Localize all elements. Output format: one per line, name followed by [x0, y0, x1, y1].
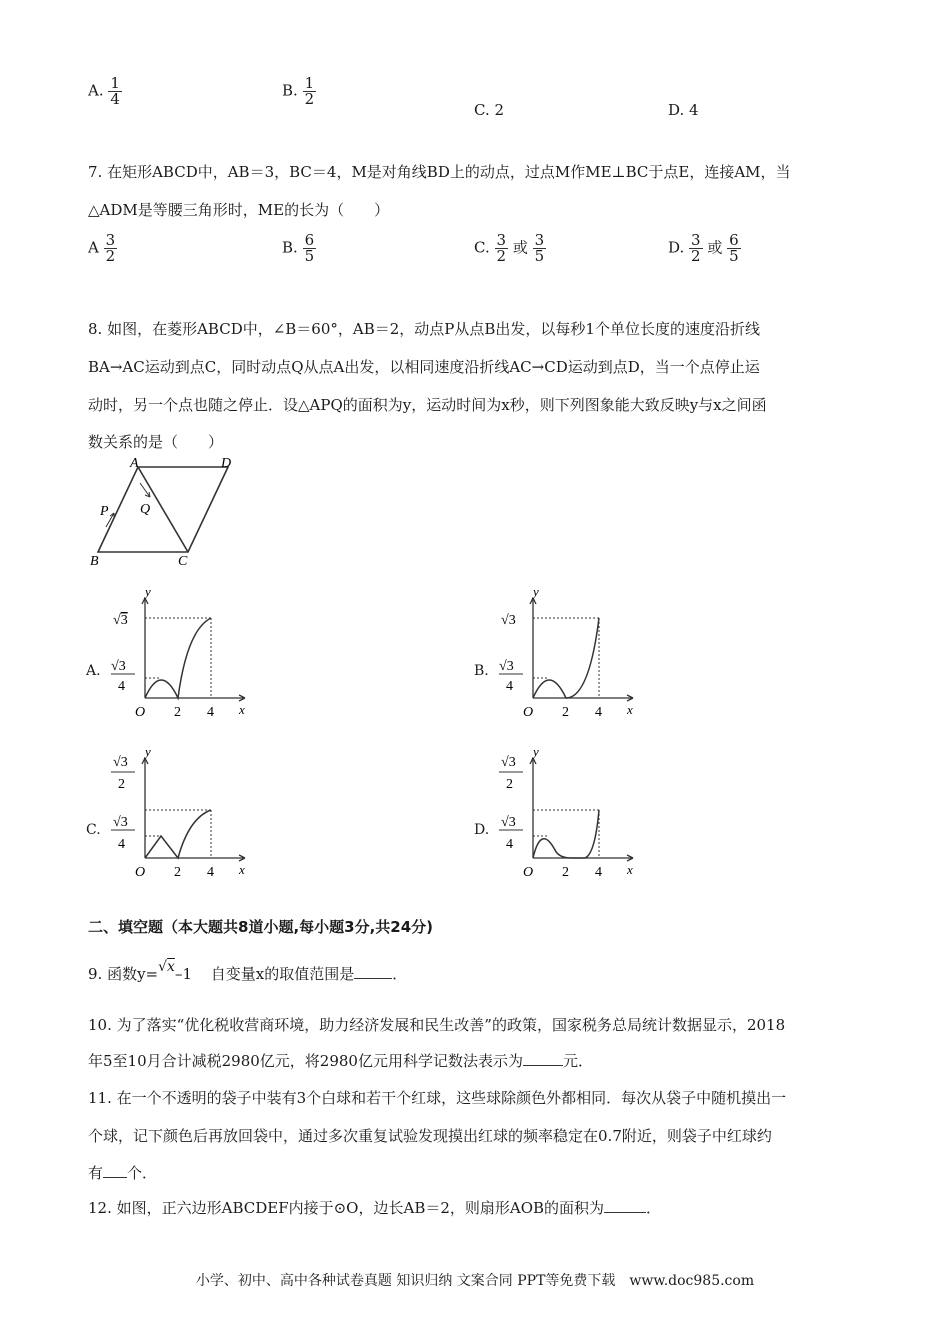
option-label: A.	[88, 81, 104, 100]
curve	[145, 618, 211, 698]
q8-line3: 动时，另一个点也随之停止．设△APQ的面积为y，运动时间为x秒，则下列图象能大致反映y与x之间函	[88, 396, 767, 414]
sqrt3-num: √3	[113, 815, 128, 830]
numerator: 3	[691, 231, 701, 249]
q8-line2: BA→AC运动到点C，同时动点Q从点A出发，以相同速度沿折线AC→CD运动到点D，当一个点停止运	[88, 358, 760, 376]
frac-den: 2	[506, 777, 513, 792]
y-label: y	[145, 590, 151, 599]
q6-option-b	[282, 76, 316, 107]
q10-line2a: 年5至10月合计减税2980亿元，将2980亿元用科学记数法表示为	[88, 1052, 523, 1070]
q8-line1: 8. 如图，在菱形ABCD中，∠B＝60°，AB＝2，动点P从点B出发，以每秒1个单位长度的速度沿折线	[88, 320, 760, 338]
q8-option-c-label: C.	[86, 822, 101, 838]
denominator: 2	[691, 247, 701, 265]
y-label: y	[533, 750, 539, 759]
numerator: 1	[304, 74, 315, 92]
q7-option-a	[88, 233, 117, 264]
option-label: B.	[282, 81, 298, 100]
graph-c	[105, 750, 255, 880]
tick-2: 2	[562, 865, 569, 880]
fraction	[495, 233, 509, 264]
denominator: 5	[304, 247, 315, 265]
label-d: D	[221, 456, 232, 471]
x-label: x	[239, 862, 245, 877]
q11-line3	[88, 1162, 157, 1183]
numerator: 6	[729, 231, 739, 249]
q12	[88, 1197, 661, 1218]
numerator: 1	[110, 74, 120, 92]
graph-a	[105, 590, 255, 720]
or-text: 或	[512, 238, 528, 257]
q7-option-c	[474, 233, 546, 264]
numerator: 3	[496, 231, 507, 249]
q8-line4: 数关系的是（ ）	[88, 433, 224, 451]
tick-4: 4	[595, 865, 602, 880]
option-label: D.	[668, 238, 685, 257]
answer-blank	[103, 1177, 127, 1178]
fraction	[303, 76, 317, 107]
option-label: A	[88, 238, 99, 257]
origin-label: O	[135, 865, 146, 880]
tick-2: 2	[174, 865, 181, 880]
option-label: C.	[474, 238, 490, 257]
radicand: x	[167, 959, 175, 975]
origin-label: O	[523, 705, 534, 720]
sqrt3-label: √3	[113, 613, 128, 628]
frac-den: 4	[118, 679, 125, 694]
label-q: Q	[140, 502, 151, 517]
q11-line3b: 个．	[127, 1164, 158, 1182]
frac-den: 2	[118, 777, 125, 792]
denominator: 2	[105, 247, 116, 265]
frac-den: 4	[506, 837, 513, 852]
label-a: A	[130, 456, 139, 471]
x-label: x	[627, 702, 633, 717]
q7-option-b	[282, 233, 316, 264]
denominator: 5	[729, 247, 739, 265]
q12-text: 12. 如图，正六边形ABCDEF内接于⊙O，边长AB＝2，则扇形AOB的面积为	[88, 1199, 605, 1217]
tick-4: 4	[207, 865, 214, 880]
q6-option-c: C. 2	[474, 101, 505, 119]
denominator: 4	[110, 90, 120, 108]
q7-line2: △ADM是等腰三角形时，ME的长为（ ）	[88, 201, 390, 219]
q12-end: ．	[646, 1199, 662, 1217]
denominator: 5	[534, 247, 545, 265]
q9-prefix: 9. 函数y=	[88, 965, 159, 983]
x-label: x	[239, 702, 245, 717]
numerator: 3	[534, 231, 545, 249]
curve	[533, 810, 599, 858]
fraction	[108, 76, 122, 107]
tick-2: 2	[174, 705, 181, 720]
answer-blank	[354, 978, 392, 979]
fraction	[689, 233, 703, 264]
option-label: B.	[282, 238, 298, 257]
q10-line2b: 元．	[562, 1052, 593, 1070]
origin-label: O	[135, 705, 146, 720]
q9	[88, 959, 408, 984]
numerator: 6	[304, 231, 315, 249]
q10-line2	[88, 1050, 593, 1071]
frac-den: 4	[118, 837, 125, 852]
q9-end: ．	[392, 965, 408, 983]
label-c: C	[178, 554, 188, 569]
tick-4: 4	[207, 705, 214, 720]
tick-2: 2	[562, 705, 569, 720]
answer-blank	[604, 1212, 646, 1213]
or-text: 或	[707, 238, 723, 257]
q6-option-a	[88, 76, 122, 107]
graph-b	[493, 590, 643, 720]
q6-option-d: D. 4	[668, 101, 699, 119]
x-label: x	[627, 862, 633, 877]
q9-suffix: –1	[174, 965, 192, 983]
q7-option-d	[668, 233, 741, 264]
sqrt3-label: √3	[501, 613, 516, 628]
q7-line1: 7. 在矩形ABCD中，AB＝3，BC＝4，M是对角线BD上的动点，过点M作ME⊥BC于点E，连接AM，当	[88, 163, 791, 181]
rhombus-figure	[80, 455, 250, 573]
q11-line2: 个球，记下颜色后再放回袋中，通过多次重复试验发现摸出红球的频率稳定在0.7附近，则袋子中红球约	[88, 1127, 772, 1145]
sqrt3-num: √3	[111, 659, 126, 674]
q8-option-b-label: B.	[474, 663, 489, 679]
fraction	[727, 233, 741, 264]
q11-line1: 11. 在一个不透明的袋子中装有3个白球和若干个红球，这些球除颜色外都相同．每次从袋子中随机摸出一	[88, 1089, 787, 1107]
q9-rest: 自变量x的取值范围是	[210, 965, 355, 983]
sqrt3-num: √3	[501, 815, 516, 830]
origin-label: O	[523, 865, 534, 880]
curve	[145, 810, 211, 858]
fraction	[104, 233, 118, 264]
denominator: 2	[304, 90, 315, 108]
q8-option-a-label: A.	[86, 663, 101, 679]
numerator: 3	[105, 231, 116, 249]
sqrt3-num-top: √3	[113, 755, 128, 770]
sqrt-sign: √x	[158, 959, 175, 975]
tick-4: 4	[595, 705, 602, 720]
label-b: B	[90, 554, 99, 569]
y-label: y	[145, 750, 151, 759]
answer-blank	[523, 1065, 563, 1066]
section-heading: 二、填空题（本大题共8道小题,每小题3分,共24分)	[88, 918, 434, 936]
label-p: P	[100, 504, 109, 519]
q8-option-d-label: D.	[474, 822, 490, 838]
sqrt3-num-top: √3	[501, 755, 516, 770]
graph-d	[493, 750, 643, 880]
fraction	[303, 233, 317, 264]
q10-line1: 10. 为了落实“优化税收营商环境，助力经济发展和民生改善”的政策，国家税务总局统计数据显示，2018	[88, 1016, 786, 1034]
y-label: y	[533, 590, 539, 599]
frac-den: 4	[506, 679, 513, 694]
denominator: 2	[496, 247, 507, 265]
sqrt3-num: √3	[499, 659, 514, 674]
curve	[533, 618, 599, 698]
fraction	[533, 233, 547, 264]
q11-line3a: 有	[88, 1164, 104, 1182]
page-footer: 小学、初中、高中各种试卷真题 知识归纳 文案合同 PPT等免费下载 www.doc985.com	[195, 1273, 755, 1289]
